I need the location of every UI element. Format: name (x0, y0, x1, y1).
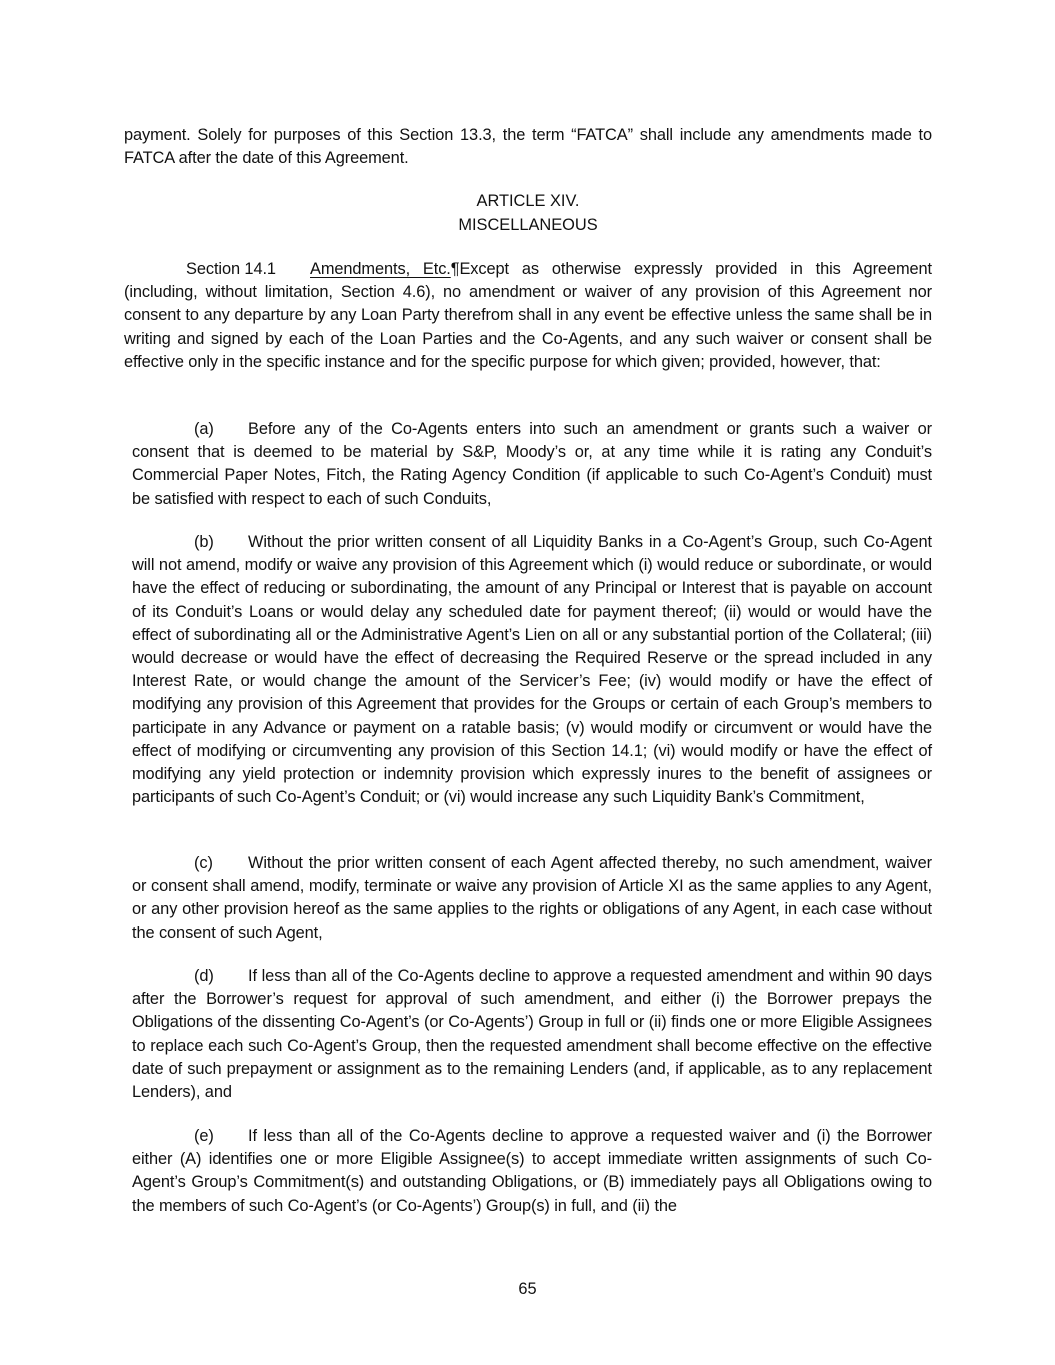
clause-label: (b) (194, 533, 214, 551)
section-number: Section 14.1 (186, 260, 276, 278)
article-number: ARTICLE XIV. (476, 192, 580, 210)
pilcrow-mark: ¶ (450, 260, 460, 278)
section-14-1-paragraph (124, 258, 932, 374)
section-body: Except as otherwise expressly provided in this Agreement (including, without limitation, Section 4.6), no amendment or waiver of any provision of this Agreement nor consent to any departure by any Loan Party therefrom shall in any event be effective unless the same shall be in writing and signed by each of the Loan Parties and the Co-Agents, and any such waiver or consent shall be effective only in the specific instance and for the specific purpose for which given; provided, however, that: (124, 260, 932, 371)
section-heading: Amendments, Etc. (310, 260, 451, 278)
clause-text: Without the prior written consent of all Liquidity Banks in a Co-Agent’s Group, such Co-Agent will not amend, modify or waive any provision of this Agreement which (i) would reduce or subordinate, or would have the effect of reducing or subordinating, the amount of any Principal or Interest that is payable on account of its Conduit’s Loans or would delay any scheduled date for payment thereof; (ii) would or would have the effect of subordinating all or the Administrative Agent’s Lien on all or any substantial portion of the Collateral; (iii) would decrease or would have the effect of decreasing the Required Reserve or the spread included in any Interest Rate, or would change the amount of the Servicer’s Fee; (iv) would modify or have the effect of modifying any provision of this Agreement that provides for the Groups or certain of each Group’s members to participate in any Advance or payment on a ratable basis; (v) would modify or circumvent or would have the effect of modifying or circumventing any provision of this Section 14.1; (vi) would modify or have the effect of modifying any yield protection or indemnity provision which expressly inures to the benefit of assignees or participants of such Co-Agent’s Conduit; or (vi) would increase any such Liquidity Bank’s Commitment, (132, 533, 932, 807)
clause-label: (d) (194, 967, 214, 985)
clause-e (132, 1125, 932, 1218)
intro-text: payment. Solely for purposes of this Section 13.3, the term “FATCA” shall include any amendments made to FATCA after the date of this Agreement. (124, 126, 932, 168)
clause-text: Before any of the Co-Agents enters into such an amendment or grants such a waiver or consent that is deemed to be material by S&P, Moody’s or, at any time while it is rating any Conduit’s Commercial Paper Notes, Fitch, the Rating Agency Condition (if applicable to such Co-Agent’s Conduit) must be satisfied with respect to each of such Conduits, (132, 420, 932, 508)
clause-text: If less than all of the Co-Agents decline to approve a requested amendment and within 90 days after the Borrower’s request for approval of such amendment, and either (i) the Borrower prepays the Obligations of the dissenting Co-Agent’s (or Co-Agents’) Group in full or (ii) finds one or more Eligible Assignees to replace each such Co-Agent’s Group, then the requested amendment shall become effective on the effective date of such prepayment or assignment as to the remaining Lenders (and, if applicable, as to any replacement Lenders), and (132, 967, 932, 1102)
clause-a (132, 418, 932, 511)
clause-label: (e) (194, 1127, 214, 1145)
intro-paragraph (124, 124, 932, 170)
clause-c (132, 852, 932, 945)
clause-d (132, 965, 932, 1104)
clause-label: (a) (194, 420, 214, 438)
page-number: 65 (518, 1280, 537, 1298)
clause-text: If less than all of the Co-Agents decline to approve a requested waiver and (i) the Borrower either (A) identifies one or more Eligible Assignee(s) to accept immediate written assignments of such Co-Agent’s Group’s Commitment(s) and outstanding Obligations, or (B) immediately pays all Obligations owing to the members of such Co-Agent’s (or Co-Agents’) Group(s) in full, and (ii) the (132, 1127, 932, 1215)
clause-label: (c) (194, 854, 213, 872)
clause-text: Without the prior written consent of each Agent affected thereby, no such amendment, waiver or consent shall amend, modify, terminate or waive any provision of Article XI as the same applies to any Agent, or any other provision hereof as the same applies to the rights or obligations of any Agent, in each case without the consent of such Agent, (132, 854, 932, 942)
clause-b (132, 531, 932, 809)
article-title: MISCELLANEOUS (458, 216, 598, 234)
